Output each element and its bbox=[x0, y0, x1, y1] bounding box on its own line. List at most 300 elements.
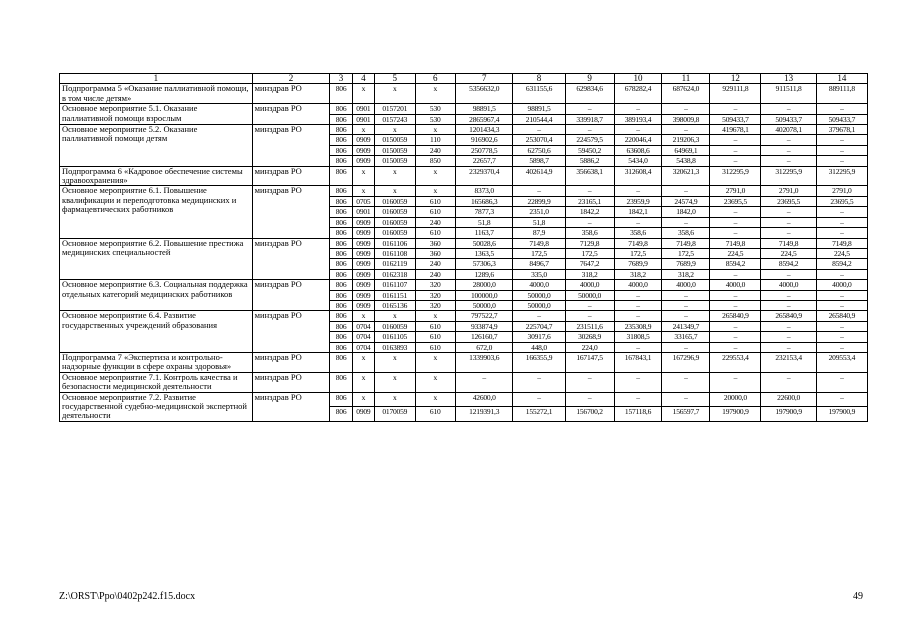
table-row bbox=[60, 186, 868, 196]
table-cell: 0909 bbox=[352, 156, 374, 166]
table-cell: 0157201 bbox=[375, 104, 415, 114]
table-cell: – bbox=[710, 228, 761, 238]
table-cell: x bbox=[375, 352, 415, 372]
table-cell: 2329370,4 bbox=[455, 166, 512, 186]
table-cell: – bbox=[710, 290, 761, 300]
executor: минздрав РО bbox=[252, 238, 330, 280]
table-cell: – bbox=[816, 145, 867, 155]
table-cell: – bbox=[614, 342, 662, 352]
table-cell: 335,0 bbox=[513, 269, 565, 279]
table-cell: x bbox=[352, 392, 374, 407]
table-cell: 167147,5 bbox=[565, 352, 614, 372]
table-cell: 358,6 bbox=[565, 228, 614, 238]
table-cell: 806 bbox=[330, 392, 352, 407]
table-cell: 806 bbox=[330, 342, 352, 352]
table-cell: 7149,8 bbox=[614, 238, 662, 248]
table-cell: 402078,1 bbox=[761, 125, 816, 135]
table-cell: 0160059 bbox=[375, 228, 415, 238]
executor: минздрав РО bbox=[252, 280, 330, 311]
table-cell: 224579,5 bbox=[565, 135, 614, 145]
executor: минздрав РО bbox=[252, 372, 330, 392]
table-cell: 172,5 bbox=[662, 248, 710, 258]
table-cell: 23695,5 bbox=[761, 196, 816, 206]
table-cell: x bbox=[375, 372, 415, 392]
table-cell: 0704 bbox=[352, 342, 374, 352]
table-cell: 0163893 bbox=[375, 342, 415, 352]
table-cell: – bbox=[761, 104, 816, 114]
program-name: Подпрограмма 5 «Оказание паллиативной помощи, в том числе детям» bbox=[60, 84, 253, 104]
table-cell: 0160059 bbox=[375, 207, 415, 217]
table-cell: 225704,7 bbox=[513, 321, 565, 331]
table-cell: 0909 bbox=[352, 300, 374, 310]
table-cell: 23165,1 bbox=[565, 196, 614, 206]
table-cell: 0161106 bbox=[375, 238, 415, 248]
table-cell: – bbox=[816, 269, 867, 279]
table-cell: – bbox=[816, 392, 867, 407]
table-cell: 610 bbox=[415, 342, 455, 352]
table-cell: 806 bbox=[330, 114, 352, 124]
table-row bbox=[60, 84, 868, 104]
column-header: 3 bbox=[330, 74, 352, 84]
table-cell: 0150059 bbox=[375, 156, 415, 166]
table-cell: 23695,5 bbox=[816, 196, 867, 206]
table-cell: 0157243 bbox=[375, 114, 415, 124]
table-cell: x bbox=[375, 311, 415, 321]
table-cell: 806 bbox=[330, 311, 352, 321]
table-cell: – bbox=[662, 372, 710, 392]
program-name: Основное мероприятие 6.4. Развитие государственных учреждений образования bbox=[60, 311, 253, 353]
executor: минздрав РО bbox=[252, 311, 330, 353]
table-cell: – bbox=[761, 332, 816, 342]
table-cell: 98891,5 bbox=[455, 104, 512, 114]
table-cell: 42600,0 bbox=[455, 392, 512, 407]
table-row bbox=[60, 104, 868, 114]
program-table bbox=[59, 73, 868, 422]
table-cell: 806 bbox=[330, 166, 352, 186]
column-header: 2 bbox=[252, 74, 330, 84]
table-cell: 0909 bbox=[352, 145, 374, 155]
column-header: 14 bbox=[816, 74, 867, 84]
table-cell: 8594,2 bbox=[816, 259, 867, 269]
table-cell: x bbox=[415, 166, 455, 186]
table-cell: 28000,0 bbox=[455, 280, 512, 290]
executor: минздрав РО bbox=[252, 104, 330, 125]
table-cell: 51,8 bbox=[455, 217, 512, 227]
table-cell: 806 bbox=[330, 186, 352, 196]
table-cell: x bbox=[352, 372, 374, 392]
table-cell: 631155,6 bbox=[513, 84, 565, 104]
table-row bbox=[60, 166, 868, 186]
table-cell: 62750,6 bbox=[513, 145, 565, 155]
table-cell: 398009,8 bbox=[662, 114, 710, 124]
table-cell: 23959,9 bbox=[614, 196, 662, 206]
table-cell: 0901 bbox=[352, 207, 374, 217]
table-cell: 4000,0 bbox=[614, 280, 662, 290]
table-cell: – bbox=[816, 217, 867, 227]
table-cell: – bbox=[455, 372, 512, 392]
table-cell: 806 bbox=[330, 290, 352, 300]
table-cell: – bbox=[513, 186, 565, 196]
table-cell: – bbox=[662, 311, 710, 321]
table-cell: 318,2 bbox=[662, 269, 710, 279]
table-cell: 933874,9 bbox=[455, 321, 512, 331]
table-cell: 448,0 bbox=[513, 342, 565, 352]
table-cell: 63608,6 bbox=[614, 145, 662, 155]
table-cell: x bbox=[375, 166, 415, 186]
table-cell: 911511,8 bbox=[761, 84, 816, 104]
table-cell: – bbox=[565, 186, 614, 196]
table-row bbox=[60, 311, 868, 321]
table-cell: 197900,9 bbox=[761, 407, 816, 422]
table-cell: – bbox=[565, 372, 614, 392]
table-cell: 0160059 bbox=[375, 196, 415, 206]
table-cell: 610 bbox=[415, 332, 455, 342]
table-cell: 0150059 bbox=[375, 135, 415, 145]
table-cell: 240 bbox=[415, 269, 455, 279]
table-cell: 0170059 bbox=[375, 407, 415, 422]
table-cell: – bbox=[614, 372, 662, 392]
table-cell: – bbox=[710, 135, 761, 145]
table-cell: 98891,5 bbox=[513, 104, 565, 114]
table-cell: 806 bbox=[330, 125, 352, 135]
table-row bbox=[60, 372, 868, 392]
table-cell: 509433,7 bbox=[816, 114, 867, 124]
table-cell: 7149,8 bbox=[513, 238, 565, 248]
table-cell: x bbox=[352, 125, 374, 135]
table-cell: 379678,1 bbox=[816, 125, 867, 135]
page-number: 49 bbox=[853, 591, 863, 602]
table-cell: – bbox=[565, 217, 614, 227]
program-name: Основное мероприятие 7.1. Контроль качества и безопасности медицинской деятельности bbox=[60, 372, 253, 392]
table-cell: 4000,0 bbox=[816, 280, 867, 290]
table-cell: 806 bbox=[330, 321, 352, 331]
table-cell: – bbox=[710, 104, 761, 114]
table-cell: 806 bbox=[330, 269, 352, 279]
table-cell: – bbox=[761, 135, 816, 145]
table-cell: 0161105 bbox=[375, 332, 415, 342]
table-cell: 0909 bbox=[352, 280, 374, 290]
table-cell: – bbox=[710, 300, 761, 310]
table-row bbox=[60, 238, 868, 248]
table-cell: 20000,0 bbox=[710, 392, 761, 407]
table-cell: 929111,8 bbox=[710, 84, 761, 104]
table-cell: – bbox=[761, 342, 816, 352]
footer-file-path: Z:\ORST\Ppo\0402p242.f15.docx bbox=[59, 591, 196, 602]
program-name: Основное мероприятие 7.2. Развитие государственной судебно-медицинской экспертной деятельности bbox=[60, 392, 253, 421]
table-cell: – bbox=[816, 342, 867, 352]
table-cell: 610 bbox=[415, 228, 455, 238]
table-cell: 7647,2 bbox=[565, 259, 614, 269]
executor: минздрав РО bbox=[252, 186, 330, 238]
table-cell: 5898,7 bbox=[513, 156, 565, 166]
table-cell: 806 bbox=[330, 207, 352, 217]
table-cell: 4000,0 bbox=[761, 280, 816, 290]
table-cell: x bbox=[415, 311, 455, 321]
table-cell: 312295,9 bbox=[710, 166, 761, 186]
table-cell: 30268,9 bbox=[565, 332, 614, 342]
table-cell: 172,5 bbox=[565, 248, 614, 258]
table-cell: 30917,6 bbox=[513, 332, 565, 342]
table-cell: 0901 bbox=[352, 114, 374, 124]
column-header: 8 bbox=[513, 74, 565, 84]
table-cell: – bbox=[710, 321, 761, 331]
table-cell: 360 bbox=[415, 248, 455, 258]
table-cell: 318,2 bbox=[565, 269, 614, 279]
table-cell: 165686,3 bbox=[455, 196, 512, 206]
table-cell: 110 bbox=[415, 135, 455, 145]
table-cell: – bbox=[816, 228, 867, 238]
executor: минздрав РО bbox=[252, 392, 330, 421]
table-cell: – bbox=[761, 207, 816, 217]
table-cell: 23695,5 bbox=[710, 196, 761, 206]
table-cell: 156700,2 bbox=[565, 407, 614, 422]
table-cell: 806 bbox=[330, 135, 352, 145]
table-cell: 806 bbox=[330, 407, 352, 422]
table-cell: 806 bbox=[330, 332, 352, 342]
table-cell: 610 bbox=[415, 207, 455, 217]
table-cell: 33165,7 bbox=[662, 332, 710, 342]
table-cell: 797522,7 bbox=[455, 311, 512, 321]
table-cell: 806 bbox=[330, 217, 352, 227]
table-cell: 2791,0 bbox=[710, 186, 761, 196]
table-cell: – bbox=[614, 300, 662, 310]
table-cell: 339918,7 bbox=[565, 114, 614, 124]
table-cell: 2351,0 bbox=[513, 207, 565, 217]
table-cell: 389193,4 bbox=[614, 114, 662, 124]
table-cell: 155272,1 bbox=[513, 407, 565, 422]
table-cell: – bbox=[761, 228, 816, 238]
table-cell: – bbox=[710, 342, 761, 352]
program-name: Основное мероприятие 5.1. Оказание паллиативной помощи взрослым bbox=[60, 104, 253, 125]
table-cell: 358,6 bbox=[614, 228, 662, 238]
table-cell: 8594,2 bbox=[761, 259, 816, 269]
table-cell: 678282,4 bbox=[614, 84, 662, 104]
table-cell: – bbox=[662, 186, 710, 196]
column-header: 10 bbox=[614, 74, 662, 84]
table-cell: – bbox=[816, 290, 867, 300]
table-cell: 240 bbox=[415, 259, 455, 269]
program-name: Подпрограмма 6 «Кадровое обеспечение системы здравоохранения» bbox=[60, 166, 253, 186]
table-cell: 320 bbox=[415, 280, 455, 290]
table-cell: x bbox=[415, 392, 455, 407]
table-row bbox=[60, 352, 868, 372]
table-cell: 806 bbox=[330, 104, 352, 114]
column-header: 6 bbox=[415, 74, 455, 84]
table-cell: 232153,4 bbox=[761, 352, 816, 372]
table-cell: – bbox=[565, 125, 614, 135]
table-cell: 22600,0 bbox=[761, 392, 816, 407]
table-cell: 240 bbox=[415, 145, 455, 155]
table-cell: 265840,9 bbox=[761, 311, 816, 321]
table-cell: 7129,8 bbox=[565, 238, 614, 248]
table-cell: 7877,3 bbox=[455, 207, 512, 217]
table-cell: 50000,0 bbox=[513, 300, 565, 310]
table-cell: – bbox=[761, 156, 816, 166]
table-cell: 0161108 bbox=[375, 248, 415, 258]
executor: минздрав РО bbox=[252, 125, 330, 167]
table-cell: – bbox=[565, 392, 614, 407]
table-cell: – bbox=[816, 332, 867, 342]
table-cell: – bbox=[662, 104, 710, 114]
table-cell: – bbox=[565, 300, 614, 310]
table-cell: 250778,5 bbox=[455, 145, 512, 155]
table-cell: 806 bbox=[330, 238, 352, 248]
table-cell: 5886,2 bbox=[565, 156, 614, 166]
table-cell: 50000,0 bbox=[513, 290, 565, 300]
table-cell: x bbox=[415, 372, 455, 392]
executor: минздрав РО bbox=[252, 166, 330, 186]
table-cell: 360 bbox=[415, 238, 455, 248]
table-cell: 7689,9 bbox=[662, 259, 710, 269]
table-cell: 0162119 bbox=[375, 259, 415, 269]
table-cell: 100000,0 bbox=[455, 290, 512, 300]
table-cell: 220046,4 bbox=[614, 135, 662, 145]
table-cell: 0165136 bbox=[375, 300, 415, 310]
table-cell: 7149,8 bbox=[662, 238, 710, 248]
table-cell: 2791,0 bbox=[761, 186, 816, 196]
table-cell: 358,6 bbox=[662, 228, 710, 238]
table-cell: 7149,8 bbox=[710, 238, 761, 248]
table-cell: – bbox=[710, 156, 761, 166]
column-header: 9 bbox=[565, 74, 614, 84]
table-cell: – bbox=[710, 145, 761, 155]
table-cell: 50000,0 bbox=[565, 290, 614, 300]
table-cell: 629834,6 bbox=[565, 84, 614, 104]
table-cell: 1201434,3 bbox=[455, 125, 512, 135]
table-cell: – bbox=[761, 321, 816, 331]
table-cell: 4000,0 bbox=[662, 280, 710, 290]
table-cell: 1842,0 bbox=[662, 207, 710, 217]
table-cell: 806 bbox=[330, 280, 352, 290]
table-cell: – bbox=[761, 145, 816, 155]
table-cell: 241349,7 bbox=[662, 321, 710, 331]
table-cell: 1363,5 bbox=[455, 248, 512, 258]
table-cell: 1289,6 bbox=[455, 269, 512, 279]
table-cell: 806 bbox=[330, 196, 352, 206]
column-header: 7 bbox=[455, 74, 512, 84]
table-cell: – bbox=[662, 300, 710, 310]
table-cell: 0901 bbox=[352, 104, 374, 114]
table-cell: 0909 bbox=[352, 290, 374, 300]
table-cell: 610 bbox=[415, 407, 455, 422]
table-cell: 0160059 bbox=[375, 321, 415, 331]
table-cell: – bbox=[614, 217, 662, 227]
table-cell: 8594,2 bbox=[710, 259, 761, 269]
table-cell: 806 bbox=[330, 156, 352, 166]
table-cell: 4000,0 bbox=[565, 280, 614, 290]
table-row bbox=[60, 280, 868, 290]
table-cell: – bbox=[614, 125, 662, 135]
table-cell: – bbox=[662, 217, 710, 227]
table-cell: 197900,9 bbox=[816, 407, 867, 422]
table-cell: 806 bbox=[330, 84, 352, 104]
table-cell: – bbox=[816, 321, 867, 331]
table-cell: 224,5 bbox=[816, 248, 867, 258]
table-cell: x bbox=[415, 125, 455, 135]
table-cell: – bbox=[513, 311, 565, 321]
table-cell: 806 bbox=[330, 145, 352, 155]
table-cell: – bbox=[565, 104, 614, 114]
table-cell: – bbox=[662, 290, 710, 300]
table-cell: 229553,4 bbox=[710, 352, 761, 372]
table-cell: x bbox=[352, 84, 374, 104]
table-cell: 231511,6 bbox=[565, 321, 614, 331]
column-header: 11 bbox=[662, 74, 710, 84]
column-header: 1 bbox=[60, 74, 253, 84]
table-cell: 0909 bbox=[352, 407, 374, 422]
table-cell: 1339903,6 bbox=[455, 352, 512, 372]
table-cell: 240 bbox=[415, 217, 455, 227]
table-cell: 0160059 bbox=[375, 217, 415, 227]
table-cell: 0909 bbox=[352, 259, 374, 269]
table-cell: 806 bbox=[330, 248, 352, 258]
table-cell: 157118,6 bbox=[614, 407, 662, 422]
program-name: Основное мероприятие 6.1. Повышение квалификации и переподготовка медицинских и фармацевтических работников bbox=[60, 186, 253, 238]
table-cell: 50000,0 bbox=[455, 300, 512, 310]
table-cell: – bbox=[662, 392, 710, 407]
table-cell: 87,9 bbox=[513, 228, 565, 238]
table-cell: 2865967,4 bbox=[455, 114, 512, 124]
table-cell: x bbox=[375, 392, 415, 407]
table-cell: 2791,0 bbox=[816, 186, 867, 196]
table-cell: 312295,9 bbox=[761, 166, 816, 186]
table-cell: 0162318 bbox=[375, 269, 415, 279]
table-cell: 402614,9 bbox=[513, 166, 565, 186]
table-cell: 8373,0 bbox=[455, 186, 512, 196]
table-cell: 57306,3 bbox=[455, 259, 512, 269]
table-cell: 530 bbox=[415, 114, 455, 124]
table-cell: 166355,9 bbox=[513, 352, 565, 372]
table-cell: – bbox=[614, 290, 662, 300]
table-cell: 64969,1 bbox=[662, 145, 710, 155]
table-cell: – bbox=[761, 290, 816, 300]
table-cell: 156597,7 bbox=[662, 407, 710, 422]
table-cell: 0161107 bbox=[375, 280, 415, 290]
table-cell: 0909 bbox=[352, 269, 374, 279]
table-cell: 0704 bbox=[352, 321, 374, 331]
table-cell: 0909 bbox=[352, 135, 374, 145]
table-cell: 224,5 bbox=[761, 248, 816, 258]
table-cell: 312295,9 bbox=[816, 166, 867, 186]
table-cell: 1163,7 bbox=[455, 228, 512, 238]
table-cell: 889111,8 bbox=[816, 84, 867, 104]
table-cell: 806 bbox=[330, 228, 352, 238]
table-cell: 253070,4 bbox=[513, 135, 565, 145]
table-cell: 509433,7 bbox=[710, 114, 761, 124]
table-cell: 320621,3 bbox=[662, 166, 710, 186]
table-cell: x bbox=[415, 186, 455, 196]
table-cell: 0909 bbox=[352, 248, 374, 258]
table-cell: – bbox=[565, 311, 614, 321]
table-row bbox=[60, 392, 868, 407]
table-cell: – bbox=[710, 372, 761, 392]
table-cell: – bbox=[761, 300, 816, 310]
table-cell: x bbox=[375, 186, 415, 196]
table-cell: 209553,4 bbox=[816, 352, 867, 372]
table-cell: 22657,7 bbox=[455, 156, 512, 166]
table-cell: – bbox=[816, 104, 867, 114]
program-name: Основное мероприятие 6.3. Социальная поддержка отдельных категорий медицинских работников bbox=[60, 280, 253, 311]
table-cell: – bbox=[614, 392, 662, 407]
table-cell: 126160,7 bbox=[455, 332, 512, 342]
table-cell: – bbox=[761, 217, 816, 227]
table-cell: 265840,9 bbox=[816, 311, 867, 321]
table-cell: 0909 bbox=[352, 228, 374, 238]
table-cell: 530 bbox=[415, 104, 455, 114]
table-cell: 5438,8 bbox=[662, 156, 710, 166]
column-header: 4 bbox=[352, 74, 374, 84]
table-cell: – bbox=[816, 300, 867, 310]
